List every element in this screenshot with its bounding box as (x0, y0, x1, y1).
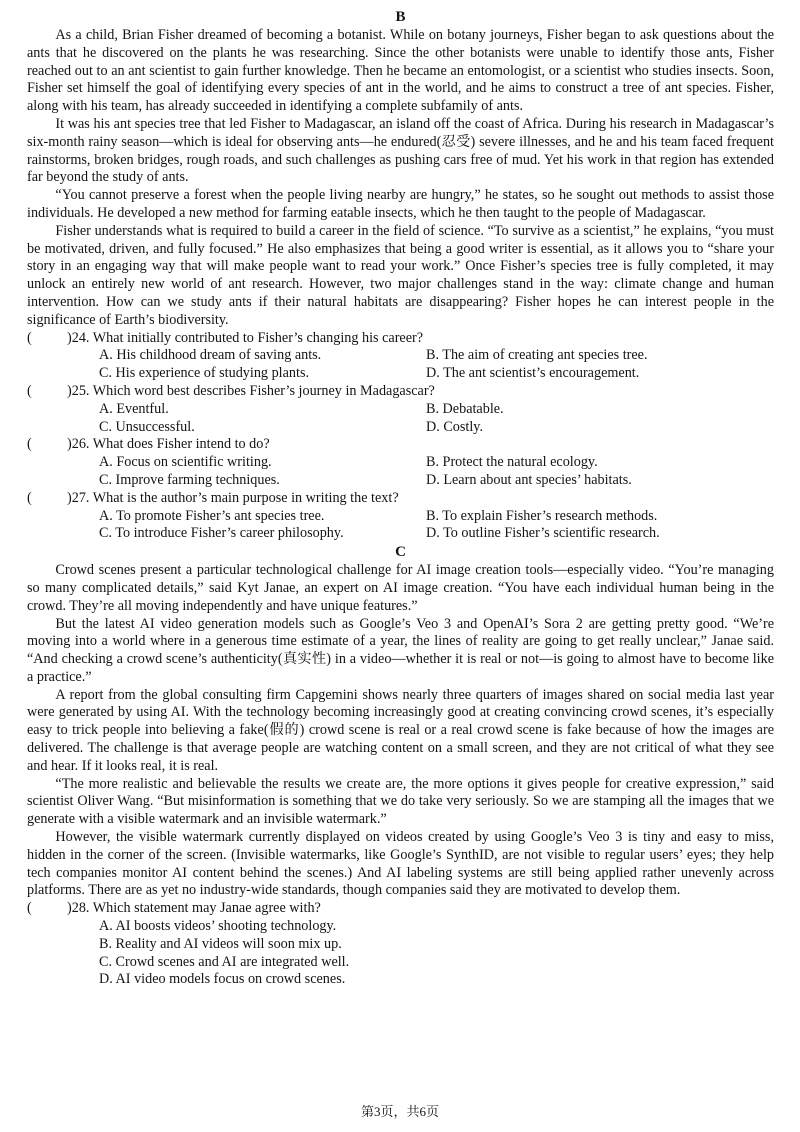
option-a: A. His childhood dream of saving ants. (99, 347, 322, 364)
option-b: B. To explain Fisher’s research methods. (426, 507, 658, 524)
option-d: D. Costly. (426, 418, 484, 435)
question-stem: )27. What is the author’s main purpose in writing the text? (67, 489, 399, 506)
option-c: C. Crowd scenes and AI are integrated well. (99, 953, 350, 970)
section-c-heading: C (395, 544, 406, 561)
section-b-heading: B (395, 9, 406, 25)
section-b-paragraph-1: As a child, Brian Fisher dreamed of becoming a botanist. While on botany journeys, Fisher began to ask questions about the ants that he discovered on the plants he was researching. Since the other botanists were unable to identify those ants, Fisher reached out to an ant scientist to gain further knowledge. Then he became an entomologist, or a scientist who studies insects. Soon, Fisher set himself the goal of identifying every species of ant in the world, and he aims to construct a tree of ant species. Fisher, along with his team, has already succeeded in identifying a complete subfamily of ants. (27, 27, 774, 115)
option-a: A. To promote Fisher’s ant species tree. (99, 507, 325, 524)
option-b: B. Reality and AI videos will soon mix up. (99, 935, 342, 952)
page-number: 第3页，共6页 (360, 1104, 439, 1119)
option-c: C. His experience of studying plants. (99, 365, 310, 382)
section-b-paragraph-4: Fisher understands what is required to build a career in the field of science. “To survive as a scientist,” he explains, “you must be motivated, driven, and fully focused.” He also emphasizes that being a good writer is essential, as it allows you to “share your story in an engaging way that will make people want to read your work.” Once Fisher’s species tree is fully completed, it may unlock an entirely new world of ant research. However, two major challenges stand in the way: climate change and human intervention. How can we study ants if their natural habitats are disappearing? Fisher hopes he can interest people in the significance of Earth’s biodiversity. (27, 222, 774, 328)
answer-blank[interactable]: ( (27, 382, 32, 399)
option-a: A. AI boosts videos’ shooting technology. (99, 918, 337, 935)
question-27 (27, 490, 774, 543)
question-26 (27, 436, 774, 489)
option-a: A. Focus on scientific writing. (99, 454, 272, 471)
question-28 (27, 900, 774, 989)
option-d: D. To outline Fisher’s scientific research. (426, 525, 660, 542)
option-a: A. Eventful. (99, 400, 169, 417)
section-c-paragraph-2: But the latest AI video generation models such as Google’s Veo 3 and OpenAI’s Sora 2 are getting pretty good. “We’re moving into a world where in a generous time estimate of a year, the lines of reality are going to get really unclear,” Janae said. “And checking a crowd scene’s authenticity(真实性) in a video—whether it is real or not—is going to almost have to become like a practice.” (27, 615, 774, 685)
option-c: C. Unsuccessful. (99, 418, 195, 435)
section-b-paragraph-2: It was his ant species tree that led Fisher to Madagascar, an island off the coast of Africa. During his research in Madagascar’s six-month rainy season—which is ideal for observing ants—he endured(忍受) severe illnesses, and he and his team faced frequent rainstorms, broken bridges, rough roads, and such challenges as pushing cars free of mud. Yet his work in that region has extended far beyond the study of ants. (27, 115, 774, 186)
section-b-paragraph-3: “You cannot preserve a forest when the people living nearby are hungry,” he states, so he sought out methods to assist those individuals. He developed a new method for farming eatable insects, which he then taught to the people of Madagascar. (27, 187, 774, 221)
option-b: B. The aim of creating ant species tree. (426, 347, 648, 364)
option-d: D. Learn about ant species’ habitats. (426, 471, 632, 488)
option-d: D. AI video models focus on crowd scenes. (99, 971, 346, 988)
section-c-paragraph-4: “The more realistic and believable the results we create are, the more options it gives people for creative expression,” said scientist Oliver Wang. “But misinformation is something that we do take very seriously. So we are stamping all the images that we generate with a visible watermark and an invisible watermark.” (27, 775, 774, 828)
section-c-paragraph-3: A report from the global consulting firm Capgemini shows nearly three quarters of images shared on social media last year were generated by using AI. With the technology becoming increasingly good at creating convincing crowd scenes, it’s especially easy to trick people into believing a fake(假的) crowd scene is real or a real crowd scene is fake because of how the images are delivered. The challenge is that average people are watching content on a small screen, and they are not critical of what they see and hear. If it looks real, it is real. (27, 686, 774, 774)
answer-blank[interactable]: ( (27, 329, 32, 346)
answer-blank[interactable]: ( (27, 436, 32, 453)
question-stem: )26. What does Fisher intend to do? (67, 436, 270, 453)
option-b: B. Debatable. (426, 400, 504, 417)
question-24 (27, 330, 774, 383)
answer-blank[interactable]: ( (27, 900, 32, 917)
question-stem: )28. Which statement may Janae agree with? (67, 900, 321, 917)
option-c: C. Improve farming techniques. (99, 471, 280, 488)
option-d: D. The ant scientist’s encouragement. (426, 365, 640, 382)
section-c-paragraph-1: Crowd scenes present a particular technological challenge for AI image creation tools—especially video. “You’re managing so many complicated details,” said Kyt Janae, an expert on AI image creation. “You have each individual human being in the crowd. They’re all moving independently and have unique features.” (27, 562, 774, 614)
question-stem: )24. What initially contributed to Fisher’s changing his career? (67, 329, 424, 346)
option-c: C. To introduce Fisher’s career philosophy. (99, 525, 344, 542)
section-c-paragraph-5: However, the visible watermark currently displayed on videos created by using Google’s Veo 3 is tiny and easy to miss, hidden in the corner of the screen. (Invisible watermarks, like Google’s SynthID, are not visible to regular users’ eyes; they help tech companies monitor AI content behind the scenes.) And AI labeling systems are still being applied rather unevenly across platforms. There are as yet no industry-wide standards, though companies said they are motivated to develop them. (27, 829, 774, 899)
question-stem: )25. Which word best describes Fisher’s journey in Madagascar? (67, 382, 435, 399)
question-25 (27, 383, 774, 436)
answer-blank[interactable]: ( (27, 489, 32, 506)
option-b: B. Protect the natural ecology. (426, 454, 598, 471)
